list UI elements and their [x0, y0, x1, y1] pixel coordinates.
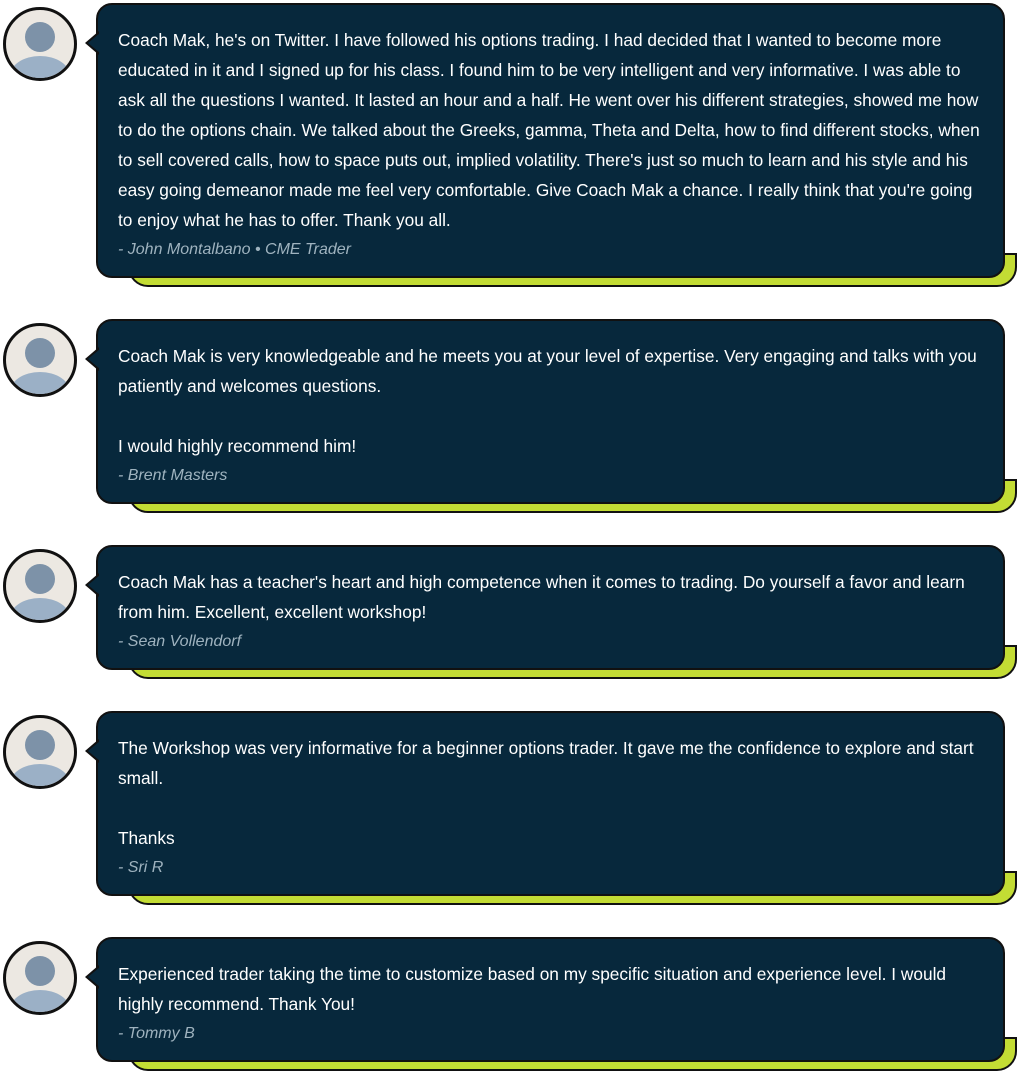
user-icon: [6, 944, 74, 1012]
testimonial-text: Experienced trader taking the time to customize based on my specific situation and experience level. I would highly recommend. Thank You!: [118, 964, 947, 1014]
testimonial-bubble: [96, 711, 1005, 896]
bubble-tail: [85, 573, 99, 597]
testimonial-card: [0, 3, 1021, 278]
user-icon: [6, 10, 74, 78]
testimonial-text: Coach Mak has a teacher's heart and high competence when it comes to trading. Do yourself a favor and learn from him. Excellent, excellent workshop!: [118, 572, 965, 622]
avatar: [3, 715, 77, 789]
testimonial-text: The Workshop was very informative for a beginner options trader. It gave me the confidence to explore and start small. Thanks: [118, 738, 974, 848]
testimonial-bubble: [96, 545, 1005, 670]
testimonial-bubble: [96, 937, 1005, 1062]
user-icon: [6, 718, 74, 786]
bubble-tail: [85, 31, 99, 55]
testimonial-card: [0, 711, 1021, 896]
testimonial-card: [0, 937, 1021, 1062]
testimonial-text: Coach Mak, he's on Twitter. I have followed his options trading. I had decided that I wanted to become more educated in it and I signed up for his class. I found him to be very intelligent and very informative. I was able to ask all the questions I wanted. It lasted an hour and a half. He went over his different strategies, showed me how to do the options chain. We talked about the Greeks, gamma, Theta and Delta, how to find different stocks, when to sell covered calls, how to space puts out, implied volatility. There's just so much to learn and his style and his easy going demeanor made me feel very comfortable. Give Coach Mak a chance. I really think that you're going to enjoy what he has to offer. Thank you all.: [118, 30, 980, 230]
bubble-tail: [85, 965, 99, 989]
testimonial-author: - Tommy B: [118, 1025, 195, 1042]
avatar: [3, 941, 77, 1015]
testimonial-bubble: [96, 319, 1005, 504]
testimonial-author: - Sean Vollendorf: [118, 633, 242, 650]
avatar: [3, 7, 77, 81]
testimonial-card: [0, 319, 1021, 504]
testimonial-card: [0, 545, 1021, 670]
avatar: [3, 323, 77, 397]
user-icon: [6, 552, 74, 620]
testimonial-author: - John Montalbano • CME Trader: [118, 241, 351, 258]
testimonial-author: - Brent Masters: [118, 467, 228, 484]
testimonial-bubble: [96, 3, 1005, 278]
user-icon: [6, 326, 74, 394]
testimonial-author: - Sri R: [118, 859, 164, 876]
testimonial-text: Coach Mak is very knowledgeable and he meets you at your level of expertise. Very engaging and talks with you patiently and welcomes questions. I would highly recommend him!: [118, 346, 977, 456]
bubble-tail: [85, 739, 99, 763]
avatar: [3, 549, 77, 623]
bubble-tail: [85, 347, 99, 371]
